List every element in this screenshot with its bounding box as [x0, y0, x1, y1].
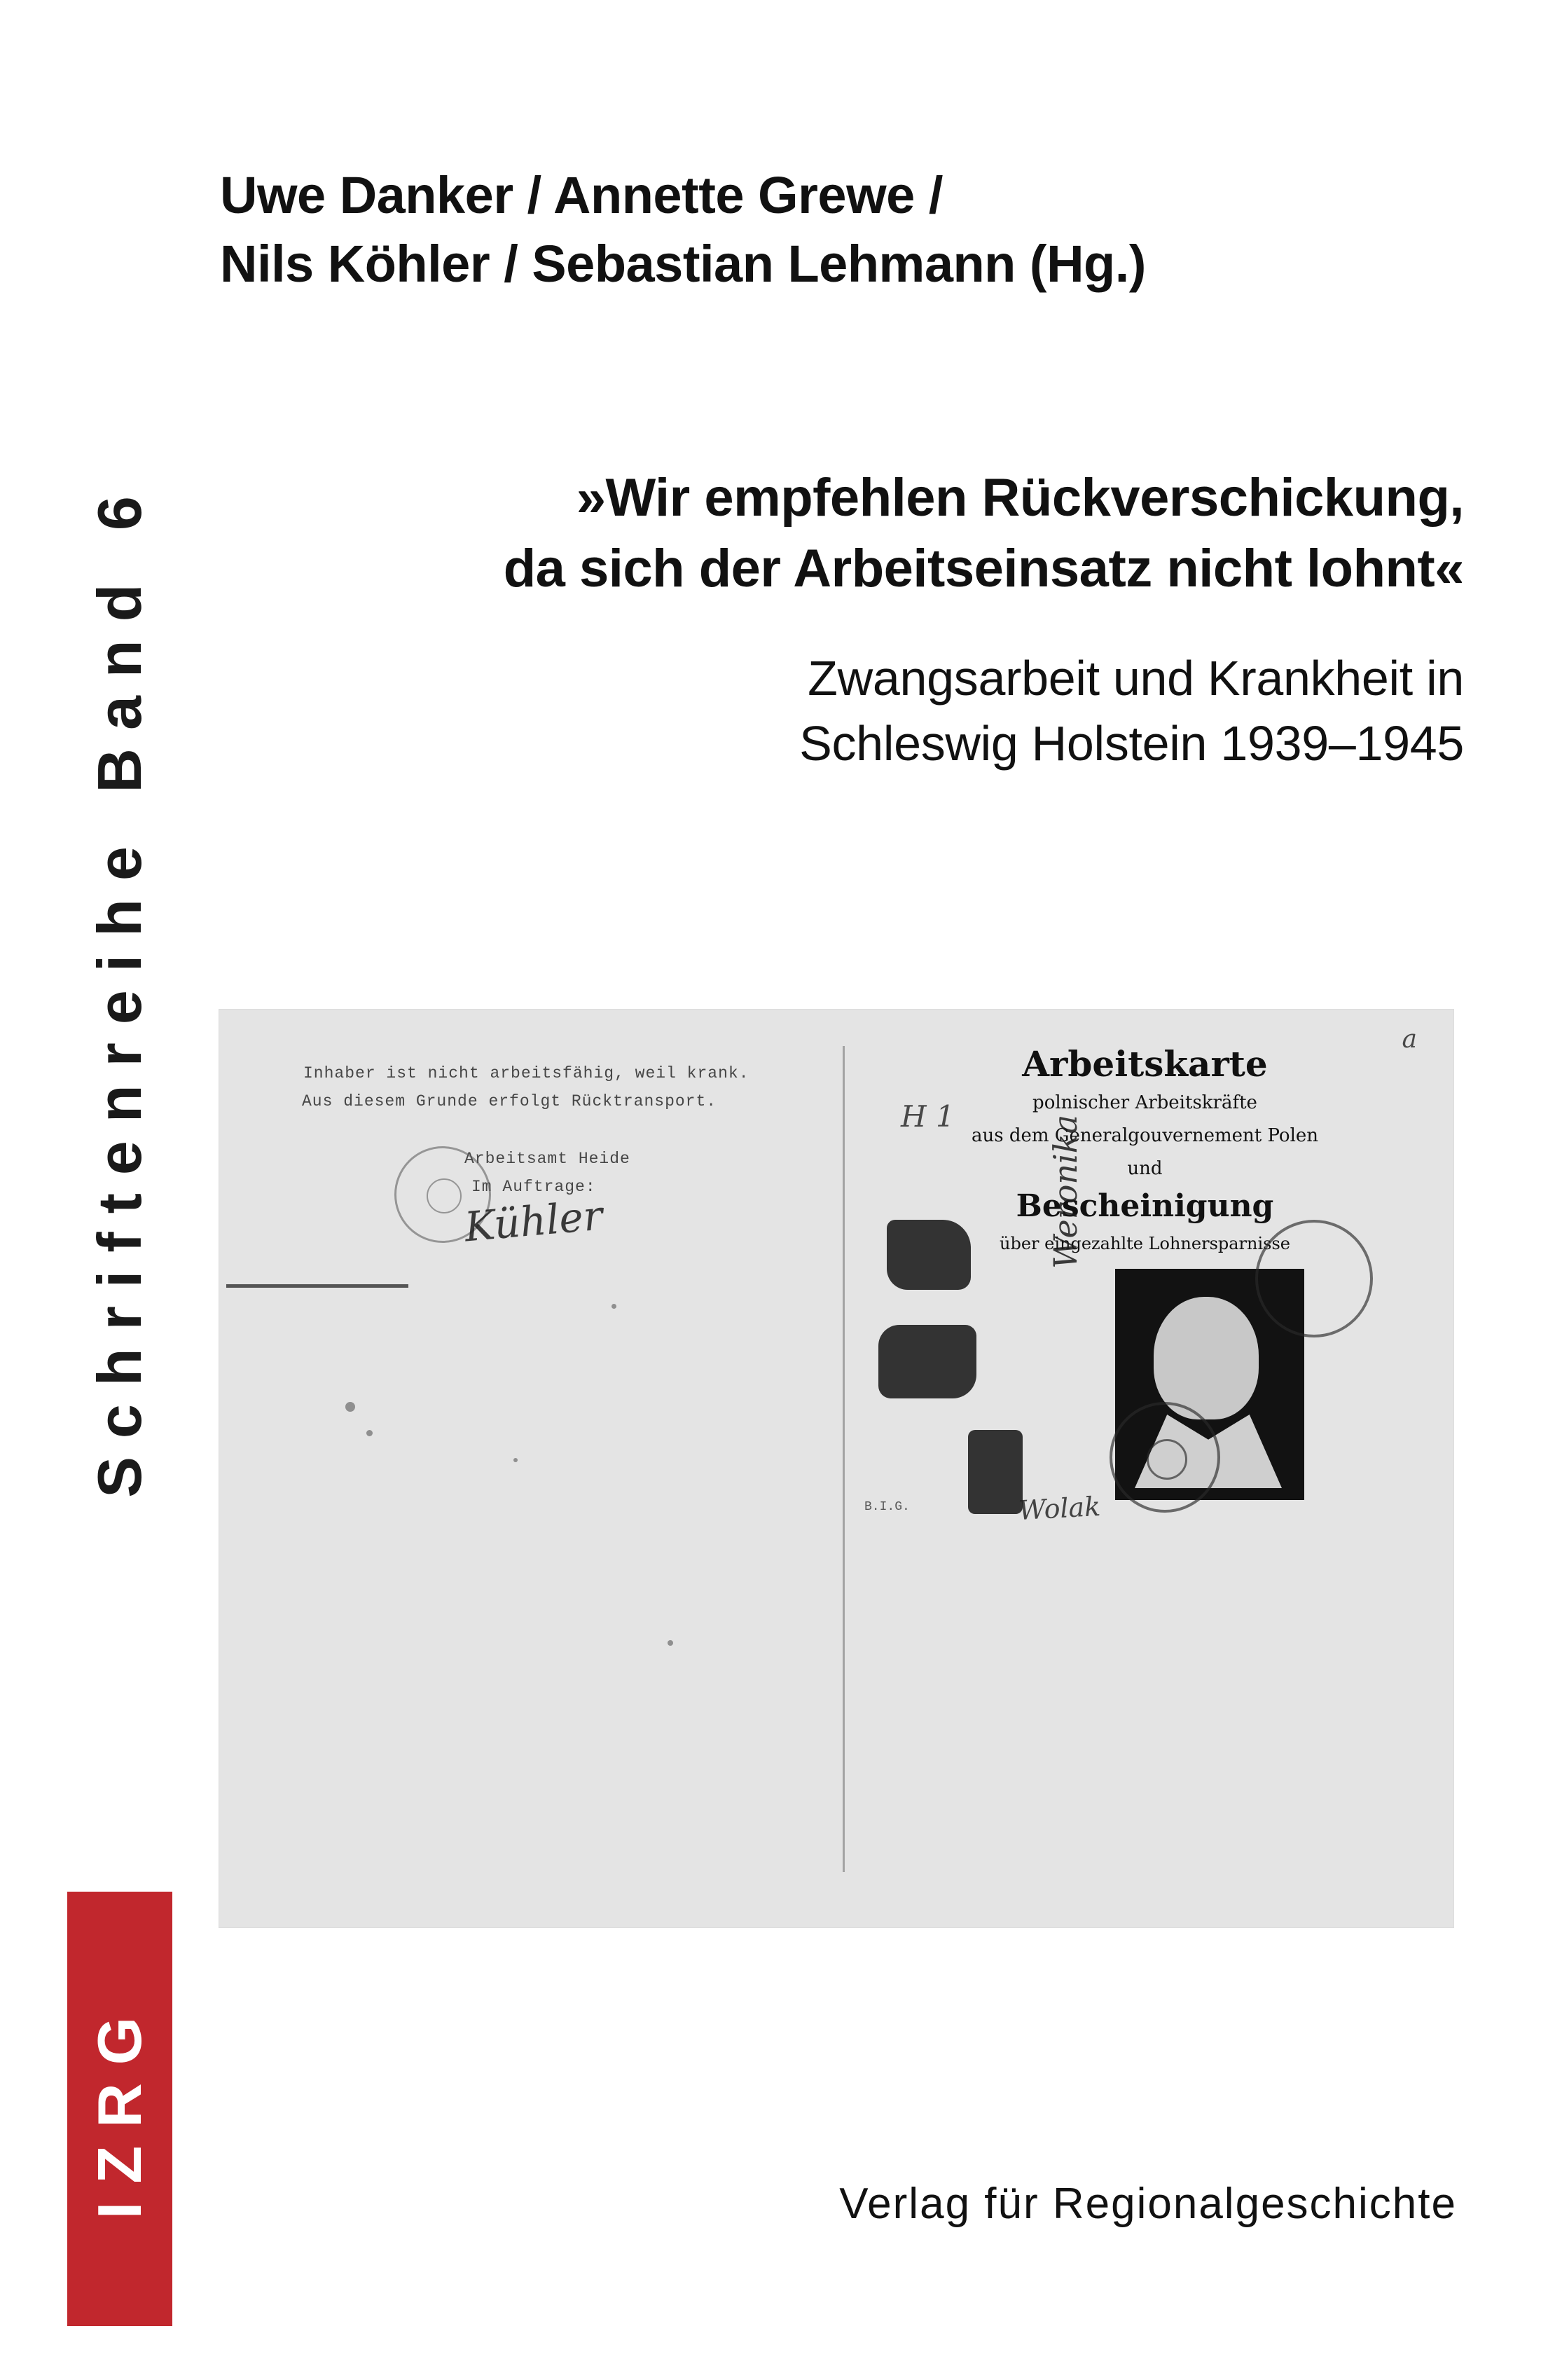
- document-bottom-script: Wolak: [1017, 1490, 1102, 1527]
- spine-institute-block: [67, 1892, 172, 2326]
- photo-face-shape: [1154, 1297, 1259, 1419]
- document-right-page: [836, 1010, 1453, 1927]
- cover-content: [210, 0, 1471, 2380]
- scan-speck: [345, 1402, 355, 1412]
- document-subheading-1: polnischer Arbeitskräfte: [1032, 1092, 1257, 1113]
- ink-smudge: [968, 1430, 1023, 1514]
- document-left-page: [219, 1010, 836, 1927]
- author-line-2: Nils Köhler / Sebastian Lehmann (Hg.): [220, 234, 1146, 293]
- document-subheading-4: über eingezahlte Lohnersparnisse: [1000, 1234, 1290, 1253]
- author-list: [220, 161, 1271, 298]
- ink-smudge: [887, 1220, 971, 1290]
- round-stamp-icon: [1110, 1402, 1220, 1513]
- title-block: [210, 462, 1464, 776]
- document-vertical-script: Weronika: [1046, 1114, 1084, 1269]
- spine-series-text: Schriftenreihe Band 6: [85, 478, 154, 1498]
- document-signature: Kühler: [462, 1191, 604, 1251]
- subtitle-line-1: Zwangsarbeit und Krankheit in: [808, 651, 1464, 706]
- ink-smudge: [878, 1325, 976, 1398]
- book-subtitle: [210, 646, 1464, 776]
- document-heading-2: Bescheinigung: [1016, 1188, 1274, 1224]
- document-typed-line-2: Aus diesem Grunde erfolgt Rücktransport.: [302, 1092, 717, 1110]
- document-typed-line-1: Inhaber ist nicht arbeitsfähig, weil krank.: [303, 1064, 749, 1082]
- publisher-name: Verlag für Regionalgeschichte: [839, 2180, 1457, 2228]
- scan-speck: [366, 1430, 373, 1436]
- round-stamp-icon: [1255, 1220, 1373, 1337]
- document-subheading-2: aus dem Generalgouvernement Polen: [971, 1125, 1319, 1146]
- author-line-1: Uwe Danker / Annette Grewe /: [220, 166, 943, 224]
- document-corner-mark: a: [1402, 1025, 1417, 1054]
- book-title: [210, 462, 1464, 604]
- document-heading: Arbeitskarte: [1022, 1043, 1268, 1085]
- title-line-2: da sich der Arbeitseinsatz nicht lohnt«: [503, 539, 1464, 599]
- cover-photo-historical-document: [219, 1009, 1454, 1928]
- scan-speck: [668, 1640, 673, 1646]
- scan-speck: [513, 1458, 518, 1462]
- title-line-1: »Wir empfehlen Rückverschickung,: [576, 468, 1464, 528]
- document-rule-line: [226, 1284, 408, 1288]
- document-typed-line-4: Im Auftrage:: [471, 1178, 596, 1196]
- spine-strip: [67, 0, 172, 2380]
- subtitle-line-2: Schleswig Holstein 1939–1945: [799, 716, 1464, 771]
- spine-institute-text: IZRG: [85, 1998, 155, 2220]
- document-hand-number: H 1: [901, 1099, 955, 1134]
- scan-speck: [611, 1304, 616, 1309]
- spine-series-label: [67, 105, 172, 1871]
- document-typed-line-3: Arbeitsamt Heide: [464, 1150, 630, 1168]
- document-tiny-text: B.I.G.: [864, 1500, 910, 1514]
- document-subheading-3: und: [1127, 1158, 1163, 1179]
